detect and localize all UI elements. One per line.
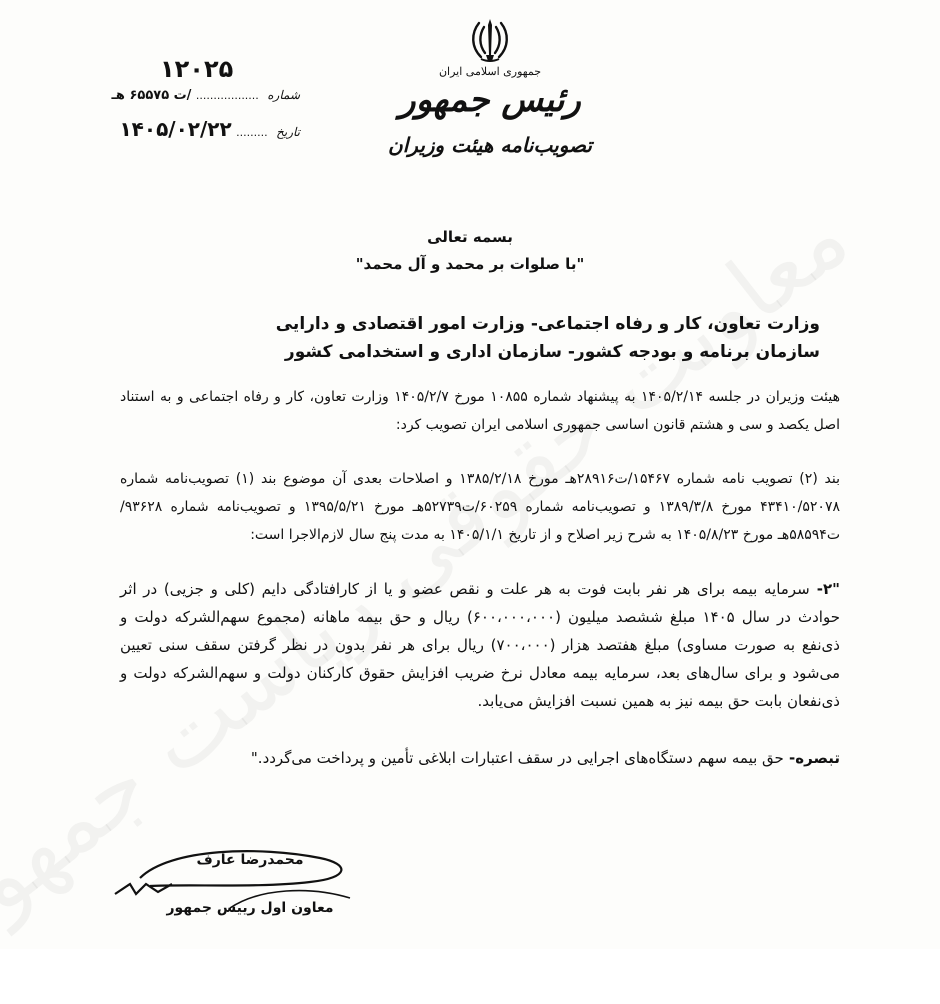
reference-prefix: /ت — [173, 88, 192, 103]
recipients-line-1: وزارت تعاون، کار و رفاه اجتماعی- وزارت امور اقتصادی و دارایی — [275, 314, 820, 334]
letterhead — [370, 15, 610, 157]
recipients-line-2: سازمان برنامه و بودجه کشور- سازمان اداری و استخدامی کشور — [284, 342, 820, 362]
number-label: شماره — [267, 88, 300, 102]
reference-row — [40, 87, 300, 103]
date-row — [40, 117, 300, 141]
salawat-heading: "با صلوات بر محمد و آل محمد" — [355, 255, 585, 273]
cabinet-decree-title: تصویب‌نامه هیئت وزیران — [388, 133, 592, 158]
signer-title: معاون اول رییس جمهور — [166, 900, 334, 916]
note-text: حق بیمه سهم دستگاه‌های اجرایی در سقف اعتبارات ابلاغی تأمین و پرداخت می‌گردد." — [250, 749, 784, 767]
republic-title: جمهوری اسلامی ایران — [438, 65, 542, 78]
note-paragraph — [120, 744, 840, 772]
president-title: رئیس جمهور — [399, 80, 581, 120]
note-label: تبصره- — [783, 749, 840, 767]
signature-block — [110, 838, 370, 938]
document-date: ۱۴۰۵/۰۲/۲۲ — [119, 117, 232, 141]
intro-paragraph: هیئت وزیران در جلسه ۱۴۰۵/۲/۱۴ به پیشنهاد شماره ۱۰۸۵۵ مورخ ۱۴۰۵/۲/۷ وزارت تعاون، کار و رفاه اجتماعی و به استناد اصل یکصد و سی و هشتم قانون اساسی جمهوری اسلامی ایران تصویب کرد: — [120, 389, 840, 433]
iran-emblem-icon — [469, 15, 511, 63]
clause-2-paragraph — [120, 575, 840, 715]
clause-2-lead: "۲- — [809, 580, 840, 598]
document-number: ۱۲۰۲۵ — [160, 55, 234, 83]
reference-number: ۶۵۵۷۵ هـ — [111, 88, 170, 103]
signer-name: محمدرضا عارف — [196, 852, 304, 868]
date-label: تاریخ — [276, 125, 300, 139]
amendment-paragraph: بند (۲) تصویب نامه شماره ۱۵۴۶۷/ت۲۸۹۱۶هـ مورخ ۱۳۸۵/۲/۱۸ و اصلاحات بعدی آن موضوع بند (۱) تصویب‌نامه شماره ۴۳۴۱۰/۵۲۰۷۸ مورخ ۱۳۸۹/۳/۸ و تصویب‌نامه شماره ۶۰۲۵۹/ت۵۲۷۳۹هـ مورخ ۱۳۹۵/۵/۲۱ و تصویب‌نامه شماره ۹۳۶۲۸/ت۵۸۵۹۴هـ مورخ ۱۴۰۵/۸/۲۳ به شرح زیر اصلاح و از تاریخ ۱۴۰۵/۱/۱ به مدت پنج سال لازم‌الاجرا است: — [120, 471, 840, 543]
bismillah-heading: بسمه تعالی — [427, 228, 513, 246]
clause-2-text: سرمایه بیمه برای هر نفر بابت فوت به هر علت و نقص عضو و یا از کارافتادگی دایم (کلی و جزیی) در اثر حوادث در سال ۱۴۰۵ مبلغ ششصد میلیون (۶۰۰،۰۰۰،۰۰۰) ریال و حق بیمه ماهانه (مجموع سهم‌الشرکه دولت و ذی‌نفع به صورت مساوی) مبلغ هفتصد هزار (۷۰۰،۰۰۰) ریال برای هر نفر بدون در نظر گرفتن سقف سنی تعیین می‌شود و برای سال‌های بعد، سرمایه بیمه معادل نرخ ضریب افزایش حقوق کارکنان دولت و سهم‌الشرکه دولت و ذی‌نفعان بابت حق بیمه نیز به همین نسبت افزایش می‌یابد. — [120, 580, 840, 710]
dotted-line: ......... — [236, 126, 268, 139]
dotted-line: .................. — [195, 89, 259, 102]
